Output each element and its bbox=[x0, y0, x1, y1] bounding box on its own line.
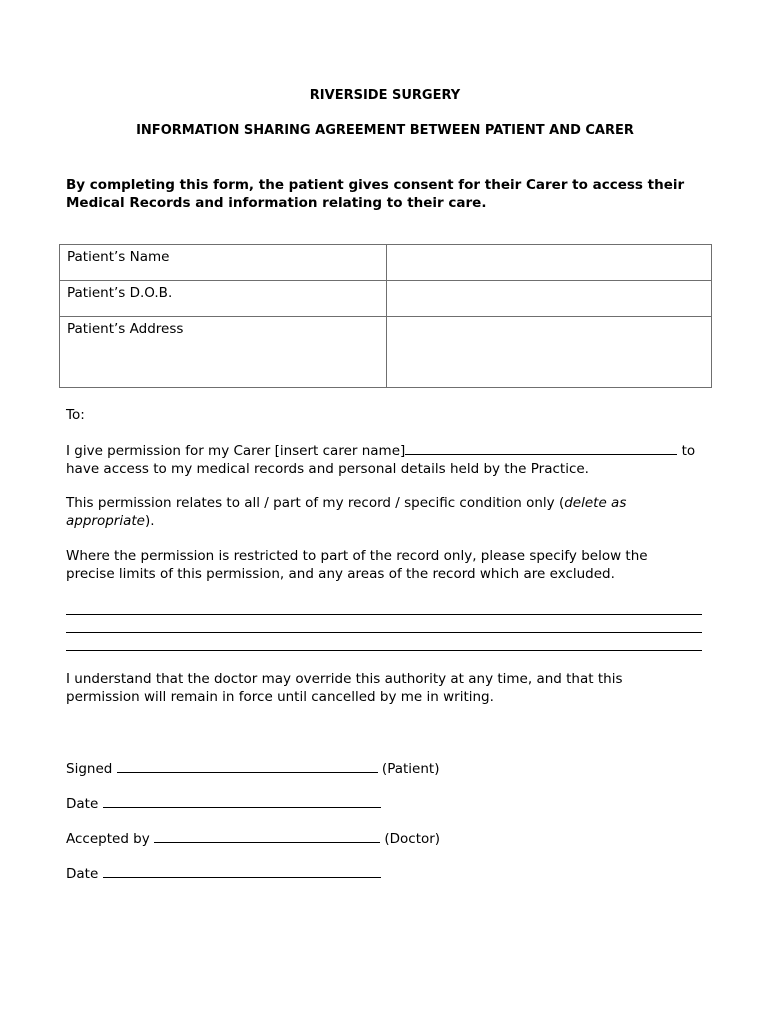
date-row bbox=[66, 794, 381, 813]
date2-line[interactable] bbox=[103, 864, 381, 878]
patient-signature-line[interactable] bbox=[117, 759, 378, 773]
signed-suffix: (Patient) bbox=[381, 761, 440, 777]
to-label: To: bbox=[66, 407, 85, 423]
patient-address-label: Patient’s Address bbox=[60, 317, 387, 388]
patient-name-field[interactable] bbox=[387, 245, 712, 281]
form-title: INFORMATION SHARING AGREEMENT BETWEEN PATIENT AND CARER bbox=[136, 123, 634, 138]
consent-intro: By completing this form, the patient gives consent for their Carer to access their Medical Records and information relating to their care. bbox=[66, 177, 685, 211]
permission-paragraph bbox=[66, 441, 716, 478]
scope-close: ). bbox=[144, 513, 155, 529]
accepted-suffix: (Doctor) bbox=[384, 831, 441, 847]
patient-details-table bbox=[59, 244, 712, 388]
table-row bbox=[60, 281, 712, 317]
date-line[interactable] bbox=[103, 794, 381, 808]
patient-address-field[interactable] bbox=[387, 317, 712, 388]
scope-paragraph bbox=[66, 494, 656, 530]
table-row bbox=[60, 317, 712, 388]
table-row bbox=[60, 245, 712, 281]
permission-line2: have access to my medical records and personal details held by the Practice. bbox=[66, 461, 589, 477]
signed-label: Signed bbox=[66, 761, 113, 777]
carer-name-line[interactable] bbox=[405, 441, 677, 455]
accepted-label: Accepted by bbox=[66, 831, 150, 847]
doctor-signature-line[interactable] bbox=[154, 829, 380, 843]
scope-text: This permission relates to all / part of my record / specific condition only ( bbox=[66, 495, 565, 511]
patient-dob-field[interactable] bbox=[387, 281, 712, 317]
override-paragraph: I understand that the doctor may override this authority at any time, and that this permission will remain in force until cancelled by me in writing. bbox=[66, 671, 623, 705]
permission-to-word: to bbox=[681, 443, 696, 459]
restriction-line-1[interactable] bbox=[66, 614, 702, 615]
practice-name: RIVERSIDE SURGERY bbox=[309, 88, 461, 103]
signed-row bbox=[66, 759, 439, 778]
restriction-line-2[interactable] bbox=[66, 632, 702, 633]
date-label: Date bbox=[66, 796, 99, 812]
accepted-row bbox=[66, 829, 440, 848]
restriction-paragraph: Where the permission is restricted to part of the record only, please specify below the precise limits of this permission, and any areas of the record which are excluded. bbox=[66, 548, 648, 582]
restriction-line-3[interactable] bbox=[66, 650, 702, 651]
permission-lead: I give permission for my Carer [insert carer name] bbox=[66, 443, 406, 459]
date2-label: Date bbox=[66, 866, 99, 882]
scope-italic-note: delete as appropriate bbox=[66, 495, 627, 529]
patient-dob-label: Patient’s D.O.B. bbox=[60, 281, 387, 317]
date2-row bbox=[66, 864, 381, 883]
patient-name-label: Patient’s Name bbox=[60, 245, 387, 281]
